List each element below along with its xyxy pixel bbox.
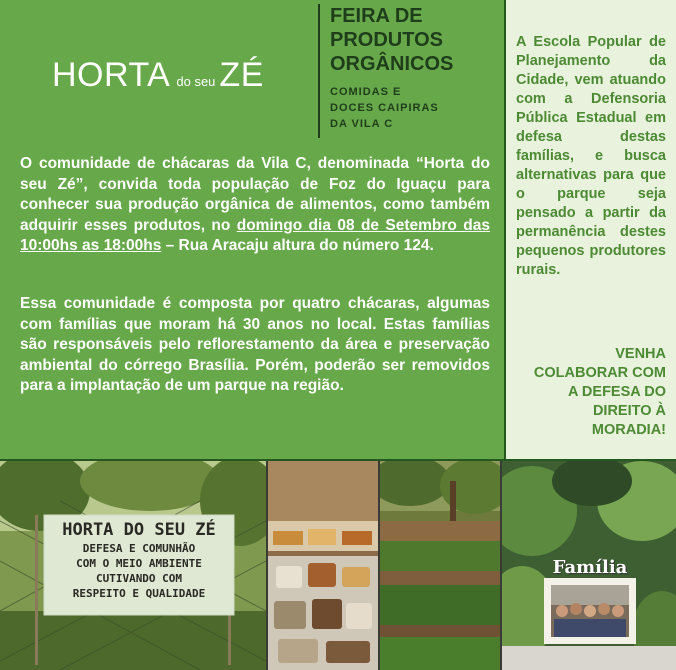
frame-label: Família: [552, 557, 628, 578]
sign-text: [44, 515, 234, 615]
photo-family-frame: [502, 461, 676, 670]
fair-subtitle-line: DA VILA C: [330, 118, 394, 130]
invitation-paragraph: [20, 154, 490, 257]
title-block: [0, 0, 318, 143]
sign-line: CUTIVANDO COM: [95, 572, 183, 585]
side-panel: [506, 0, 676, 459]
sign-line: RESPEITO E QUALIDADE: [72, 587, 206, 600]
sign-line: HORTA DO SEU ZÉ: [62, 520, 216, 540]
title-horta: HORTA: [52, 56, 171, 94]
call-to-action: [516, 345, 666, 440]
community-paragraph: Essa comunidade é composta por quatro chácaras, algumas com famílias que moram há 30 anos no local. Estas famílias são responsáveis pelo reflorestamento da área e preservação ambiental do córrego Brasília. Porém, poderão ser removidos para a implantação de um parque na região.: [20, 295, 490, 395]
photo-garden: [380, 461, 500, 670]
photo-products-table: [268, 461, 378, 670]
side-description: A Escola Popular de Planejamento da Cidade, vem atuando com a Defensoria Pública Estadual em defesa destas famílias, e busca alternativas para que o parque seja pensado a partir da permanência destes pequenos produtores rurais.: [516, 34, 666, 278]
photo-strip: [0, 461, 676, 670]
fair-title-line: PRODUTOS: [330, 29, 443, 51]
photo-horta-sign: [0, 461, 266, 670]
fair-title-line: FEIRA DE: [330, 5, 423, 27]
event-date: domingo dia 08 de Setembro das 10:00hs as 18:00hs: [20, 216, 490, 255]
invitation-text: O comunidade de chácaras da Vila C, denominada “Horta do seu Zé”, convida toda população de Foz do Iguaçu para conhecer sua produção orgânica de alimentos, como também adquirir esses produtos, no: [20, 155, 490, 234]
cta-line: COLABORAR COM: [533, 365, 666, 381]
cta-line: DIREITO À: [592, 403, 666, 419]
fair-title-line: ORGÂNICOS: [330, 53, 454, 75]
cta-line: VENHA: [615, 346, 666, 362]
flyer-title: [52, 56, 264, 95]
title-do-seu: do seu: [176, 74, 216, 89]
title-ze: ZÉ: [219, 56, 264, 94]
fair-subtitle-line: COMIDAS E: [330, 86, 402, 98]
fair-title: [330, 4, 500, 76]
cta-line: A DEFESA DO: [567, 384, 666, 400]
sign-line: COM O MEIO AMBIENTE: [76, 557, 202, 570]
fair-divider: [318, 4, 320, 138]
main-text-block: [0, 143, 504, 459]
fair-subtitle: [330, 84, 500, 132]
sign-line: DEFESA E COMUNHÃO: [82, 542, 196, 555]
fair-block: [318, 0, 504, 143]
event-address: – Rua Aracaju altura do número 124.: [161, 237, 434, 255]
cta-line: MORADIA!: [591, 422, 666, 438]
fair-subtitle-line: DOCES CAIPIRAS: [330, 102, 439, 114]
